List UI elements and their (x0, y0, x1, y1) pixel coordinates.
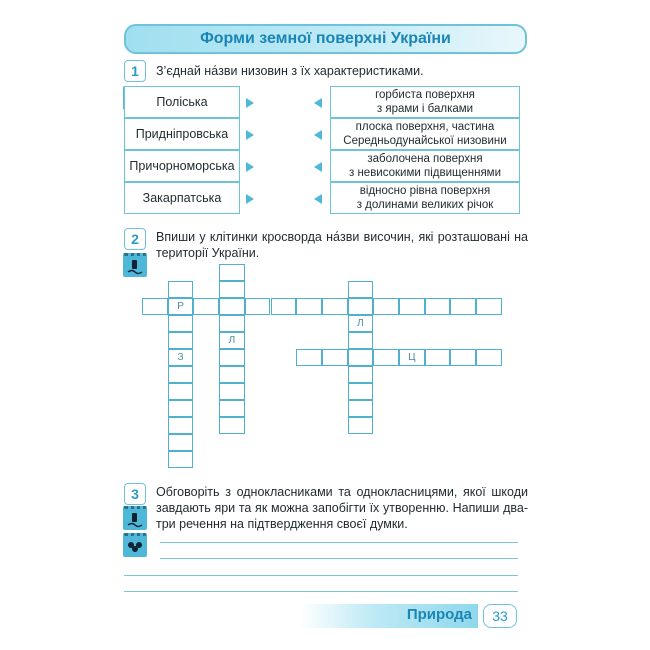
crossword-cell[interactable] (373, 349, 399, 366)
lowland-label: Придніпровська (135, 127, 229, 141)
connector-left-arrow-icon[interactable] (314, 130, 322, 140)
connector-right-arrow-icon[interactable] (246, 162, 254, 172)
crossword-cell[interactable] (322, 349, 348, 366)
crossword-cell[interactable] (348, 400, 374, 417)
characteristic-4[interactable] (330, 182, 520, 214)
crossword-cell[interactable] (348, 281, 374, 298)
task-3-instruction: Обговоріть з однокласниками та однокласницями, якої шкоди завдають яри та як можна запобігти їх утворенню. Напиши два-три речення на підтвердження своєї думки. (156, 485, 528, 531)
answer-line[interactable] (160, 542, 518, 543)
page-title-banner (124, 24, 527, 54)
crossword-cell[interactable] (245, 298, 271, 315)
crossword-cell[interactable] (450, 298, 476, 315)
characteristic-line: з невисокими підвищеннями (348, 167, 501, 179)
crossword-cell[interactable] (168, 315, 194, 332)
task-number-3: 3 (124, 483, 146, 505)
crossword-cell[interactable] (425, 349, 451, 366)
characteristic-line: з ярами і балками (376, 103, 474, 115)
characteristic-line: відносно рівна поверхня (359, 185, 491, 197)
crossword-cell[interactable]: Л (219, 332, 245, 349)
crossword-cell[interactable] (168, 366, 194, 383)
crossword-cell[interactable] (450, 349, 476, 366)
crossword-cell[interactable] (193, 298, 219, 315)
crossword-cell[interactable] (219, 400, 245, 417)
crossword-cell[interactable] (219, 264, 245, 281)
crossword-cell[interactable] (348, 298, 374, 315)
crossword-cell[interactable] (348, 383, 374, 400)
lowland-zakarpatska[interactable] (124, 182, 240, 214)
connector-right-arrow-icon[interactable] (246, 194, 254, 204)
lowland-polissia[interactable] (124, 86, 240, 118)
crossword-cell[interactable] (219, 281, 245, 298)
group-discussion-icon (123, 533, 147, 557)
crossword-cell[interactable] (271, 298, 297, 315)
task-2-instruction: Впиши у клітинки кросворда на́зви височин, які розташовані на території України. (156, 230, 528, 260)
connector-left-arrow-icon[interactable] (314, 98, 322, 108)
characteristic-line: плоска поверхня, частина (355, 121, 495, 133)
lowland-label: Причорноморська (129, 159, 235, 173)
crossword-cell[interactable] (476, 298, 502, 315)
lowland-label: Закарпатська (142, 191, 222, 205)
crossword-cell[interactable] (219, 315, 245, 332)
characteristic-3[interactable] (330, 150, 520, 182)
crossword-cell[interactable] (322, 298, 348, 315)
crossword-cell[interactable] (296, 298, 322, 315)
crossword-cell[interactable] (168, 383, 194, 400)
crossword-cell[interactable]: Ц (399, 349, 425, 366)
connector-right-arrow-icon[interactable] (246, 98, 254, 108)
crossword-cell[interactable]: З (168, 349, 194, 366)
crossword-cell[interactable] (348, 417, 374, 434)
task-number-1: 1 (124, 60, 146, 82)
task-1-instruction: З’єднай на́зви низовин з їх характеристиками. (156, 64, 424, 78)
characteristic-line: горбиста поверхня (375, 89, 475, 101)
characteristic-line: з долинами великих річок (356, 199, 494, 211)
characteristic-2[interactable] (330, 118, 520, 150)
answer-line[interactable] (124, 575, 518, 576)
crossword-cell[interactable] (296, 349, 322, 366)
lowland-prydniprovska[interactable] (124, 118, 240, 150)
crossword-cell[interactable] (168, 400, 194, 417)
characteristic-line: заболочена поверхня (367, 153, 483, 165)
page-title: Форми земної поверхні України (200, 30, 451, 47)
crossword-cell[interactable] (348, 332, 374, 349)
pencil-writing-icon (123, 506, 147, 530)
lowland-label: Поліська (156, 95, 208, 109)
crossword-cell[interactable] (219, 349, 245, 366)
crossword-cell[interactable] (219, 383, 245, 400)
crossword-cell[interactable] (168, 417, 194, 434)
task-number-2: 2 (124, 228, 146, 250)
crossword-cell[interactable] (168, 451, 194, 468)
page-number: 33 (483, 604, 517, 628)
crossword-cell[interactable] (168, 281, 194, 298)
lowland-prychornomorska[interactable] (124, 150, 240, 182)
crossword-cell[interactable]: Р (168, 298, 194, 315)
crossword-cell[interactable] (425, 298, 451, 315)
crossword-cell[interactable]: Л (348, 315, 374, 332)
answer-line[interactable] (160, 558, 518, 559)
crossword-cell[interactable] (219, 366, 245, 383)
connector-left-arrow-icon[interactable] (314, 162, 322, 172)
connector-left-arrow-icon[interactable] (314, 194, 322, 204)
characteristic-1[interactable] (330, 86, 520, 118)
crossword-cell[interactable] (219, 298, 245, 315)
crossword-cell[interactable] (219, 417, 245, 434)
pencil-writing-icon (123, 253, 147, 277)
connector-right-arrow-icon[interactable] (246, 130, 254, 140)
crossword-cell[interactable] (399, 298, 425, 315)
crossword-cell[interactable] (348, 349, 374, 366)
crossword-cell[interactable] (348, 366, 374, 383)
crossword-cell[interactable] (168, 434, 194, 451)
crossword-cell[interactable] (142, 298, 168, 315)
crossword-cell[interactable] (476, 349, 502, 366)
section-name: Природа (406, 606, 472, 623)
answer-line[interactable] (124, 591, 518, 592)
crossword-cell[interactable] (168, 332, 194, 349)
characteristic-line: Середньодунайської низовини (343, 135, 507, 147)
crossword-cell[interactable] (373, 298, 399, 315)
